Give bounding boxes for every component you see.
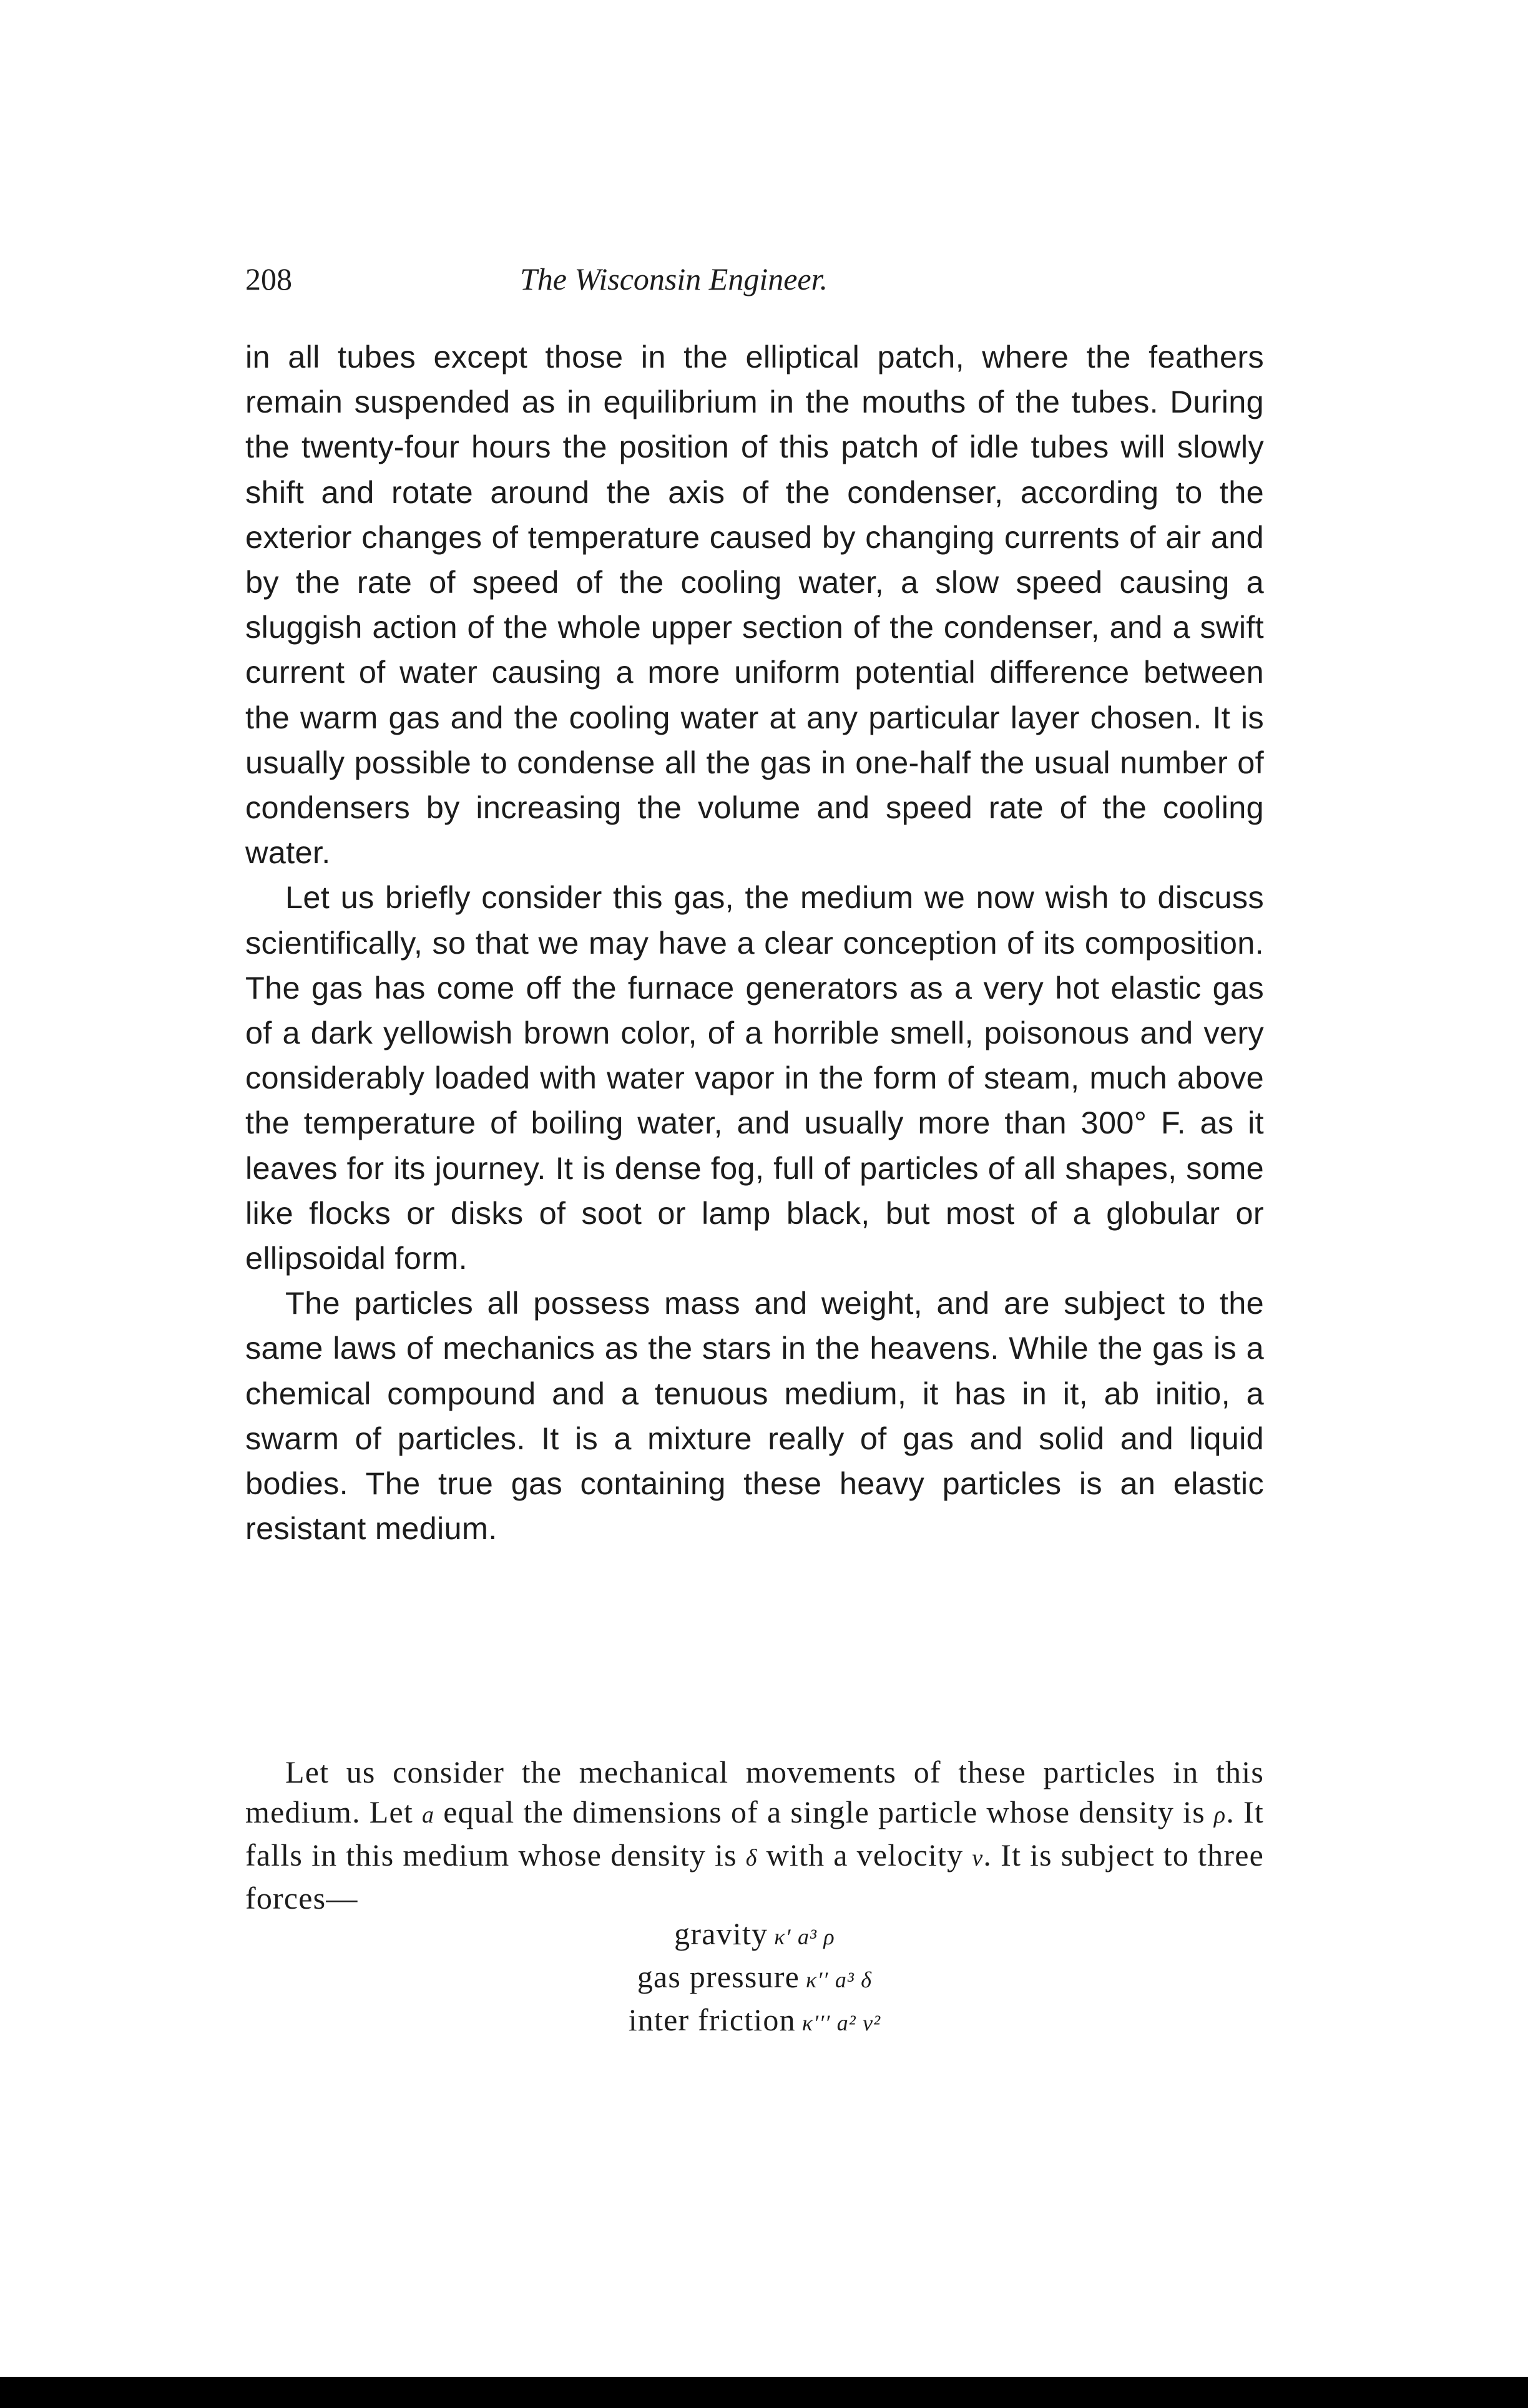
scan-bottom-edge [0, 2377, 1528, 2408]
force-gravity [245, 1914, 1264, 1957]
force-expression: κ′′′ a² v² [801, 2010, 881, 2035]
symbol-rho: ρ [1213, 1802, 1227, 1828]
body-text [245, 335, 1264, 1551]
paragraph-particles: The particles all possess mass and weight, and are subject to the same laws of mechanics as the stars in the heavens. While the gas is a chemical compound and a tenuous medium, it has in it, ab initio, a swarm of particles. It is a mixture really of gas and solid and liquid bodies. The true gas containing these heavy particles is an elastic resistant medium. [245, 1285, 1264, 1547]
forces-list [245, 1914, 1264, 2043]
force-label: gas pressure [637, 1959, 800, 1994]
force-expression: κ′ a³ ρ [774, 1924, 835, 1949]
page-number: 208 [245, 262, 292, 296]
force-expression: κ′′ a³ δ [805, 1967, 873, 1992]
symbol-v: v [972, 1845, 984, 1871]
paragraph-continued: in all tubes except those in the elliptical patch, where the feathers remain suspended as in equilibrium in the mouths of the tubes. During the twenty-four hours the position of this patch of idle tubes will slowly shift and rotate around the axis of the condenser, according to the exterior changes of temperature caused by changing currents of air and by the rate of speed of the cooling water, a slow speed causing a sluggish action of the whole upper section of the condenser, and a swift current of water causing a more uniform potential difference between the warm gas and the cooling water at any particular layer chosen. It is usually possible to condense all the gas in one-half the usual number of condensers by increasing the volume and speed rate of the cooling water. [245, 339, 1264, 871]
mechanics-text-4: with a velocity [757, 1838, 972, 1872]
mechanics-text-3: . It falls in this medium whose density is [245, 1794, 1264, 1872]
paragraph-mechanics [245, 1752, 1264, 1918]
running-title: The Wisconsin Engineer. [520, 262, 828, 296]
force-label: gravity [674, 1916, 768, 1951]
page-header [245, 261, 1264, 305]
force-gas-pressure [245, 1957, 1264, 2000]
mechanics-section [245, 1752, 1264, 1918]
mechanics-text-1: Let us consider the mechanical movements of these particles in this medium. Let [245, 1755, 1264, 1829]
paragraph-gas-composition: Let us briefly consider this gas, the medium we now wish to discuss scientifically, so that we may have a clear conception of its composition. The gas has come off the furnace generators as a very hot elastic gas of a dark yellowish brown color, of a horrible smell, poisonous and very considerably loaded with water vapor in the form of steam, much above the temperature of boiling water, and usually more than 300° F. as it leaves for its journey. It is dense fog, full of particles of all shapes, some like flocks or disks of soot or lamp black, but most of a globular or ellipsoidal form. [245, 879, 1264, 1276]
mechanics-text-2: equal the dimensions of a single particle whose density is [434, 1794, 1214, 1829]
force-inter-friction [245, 2000, 1264, 2043]
force-label: inter friction [628, 2002, 796, 2037]
symbol-delta: δ [745, 1845, 758, 1871]
symbol-a: a [422, 1802, 435, 1828]
mechanics-text-5: . It is subject to three forces— [245, 1838, 1264, 1916]
